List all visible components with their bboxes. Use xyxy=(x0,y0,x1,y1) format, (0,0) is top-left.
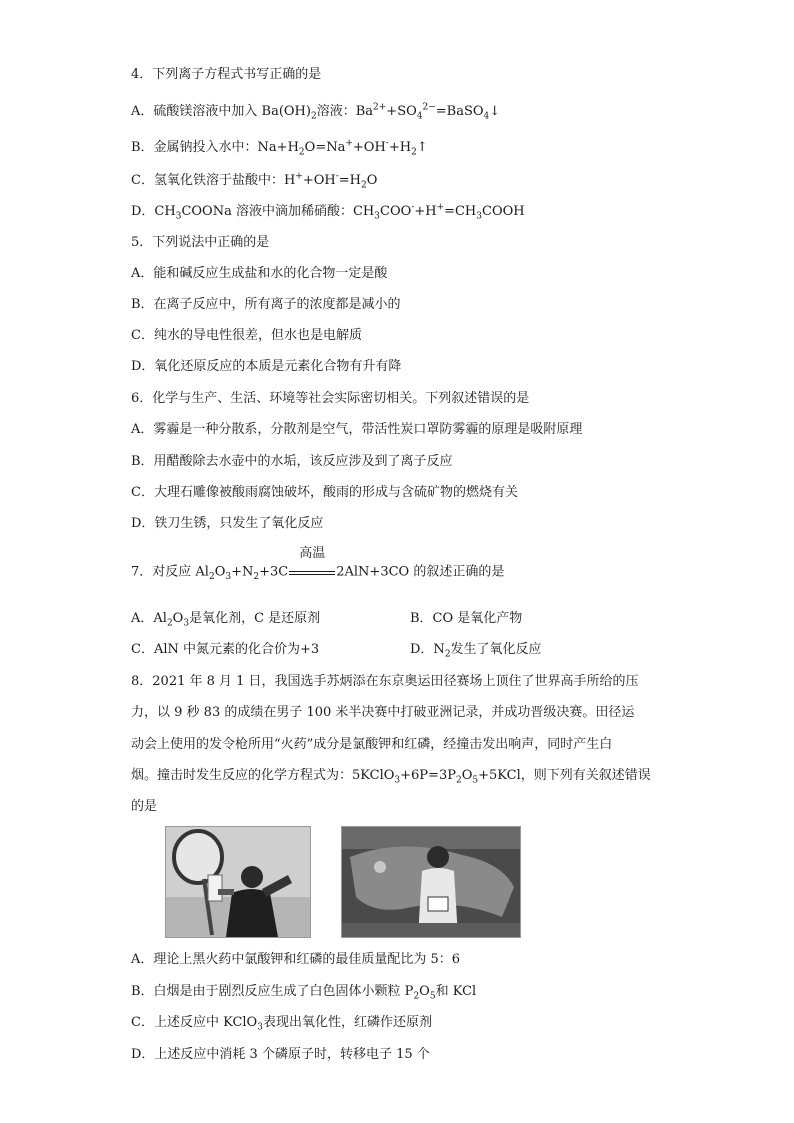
q8-stem-line5: 的是 xyxy=(131,799,158,814)
q7-option-b: B．CO 是氧化产物 xyxy=(410,611,523,626)
q8-stem-line2: 力，以 9 秒 83 的成绩在男子 100 米半决赛中打破亚洲记录，并成功晋级决赛。田径运 xyxy=(131,705,635,720)
q8-option-d: D．上述反应中消耗 3 个磷原子时，转移电子 15 个 xyxy=(131,1047,430,1062)
q6-option-a: A．雾霾是一种分散系，分散剂是空气，带活性炭口罩防雾霾的原理是吸附原理 xyxy=(131,422,583,437)
starter-pistol-photo xyxy=(165,826,311,938)
q7-option-a: A．$Al_2O_3$是氧化剂，C 是还原剂 xyxy=(131,611,321,629)
q4-stem: 4．下列离子方程式书写正确的是 xyxy=(131,67,322,82)
q7-option-c: C．AlN 中氮元素的化合价为+3 xyxy=(131,642,320,657)
q8-stem-line3: 动会上使用的发令枪所用“火药”成分是氯酸钾和红磷，经撞击发出响声，同时产生白 xyxy=(131,737,613,752)
q5-option-a: A．能和碱反应生成盐和水的化合物一定是酸 xyxy=(131,266,388,281)
athlete-flag-photo xyxy=(341,826,521,938)
athlete-flag-photo-icon xyxy=(342,827,520,937)
q7-option-d: D．$N_2$发生了氧化反应 xyxy=(410,642,542,660)
q4-option-d: D．$CH_3COONa$ 溶液中滴加稀硝酸：$CH_3COO^-+H^+=CH_3COOH$ xyxy=(131,202,525,222)
q4-option-c: C．氢氧化铁溶于盐酸中：$H^++OH^-=H_2O$ xyxy=(131,171,378,191)
q5-option-b: B．在离子反应中，所有离子的浓度都是减小的 xyxy=(131,297,401,312)
q5-option-c: C．纯水的导电性很差，但水也是电解质 xyxy=(131,328,362,343)
q7-options-row1 xyxy=(131,610,320,628)
q8-stem-line1: 8．2021 年 8 月 1 日，我国选手苏炳添在东京奥运田径赛场上顶住了世界高手所给的压 xyxy=(131,674,639,689)
q5-option-d: D．氧化还原反应的本质是元素化合物有升有降 xyxy=(131,359,402,374)
q4-option-a: A．硫酸镁溶液中加入 $Ba(OH)_2$溶液：$Ba^{2+}+SO_4^{2-}=BaSO_4↓$ xyxy=(131,102,501,122)
q5-stem: 5．下列说法中正确的是 xyxy=(131,235,270,250)
q8-option-b: B．白烟是由于剧烈反应生成了白色固体小颗粒 $P_2O_5$和 KCl xyxy=(131,984,477,1002)
q7-stem: 7．对反应 $Al_2O_3+N_2+3C$ 高温 2AlN+3CO 的叙述正确的是 xyxy=(131,546,505,583)
starter-pistol-photo-icon xyxy=(166,827,310,937)
q6-option-d: D．铁刀生锈，只发生了氧化反应 xyxy=(131,516,324,531)
q8-option-c: C．上述反应中 KClO$_3$表现出氧化性，红磷作还原剂 xyxy=(131,1015,432,1033)
q8-option-a: A．理论上黑火药中氯酸钾和红磷的最佳质量配比为 5：6 xyxy=(131,952,461,967)
q8-stem-line4: 烟。撞击时发生反应的化学方程式为：$5KClO_3+6P=3P_2O_5+5KCl$，则下列有关叙述错误 xyxy=(131,768,651,786)
q6-option-c: C．大理石雕像被酸雨腐蚀破坏，酸雨的形成与含硫矿物的燃烧有关 xyxy=(131,485,518,500)
reaction-condition-arrow: 高温 xyxy=(289,563,335,581)
q4-option-b: B．金属钠投入水中：$Na+H_2O=Na^++OH^-+H_2↑$ xyxy=(131,138,428,158)
q6-option-b: B．用醋酸除去水壶中的水垢，该反应涉及到了离子反应 xyxy=(131,454,453,469)
q6-stem: 6．化学与生产、生活、环境等社会实际密切相关。下列叙述错误的是 xyxy=(131,391,530,406)
